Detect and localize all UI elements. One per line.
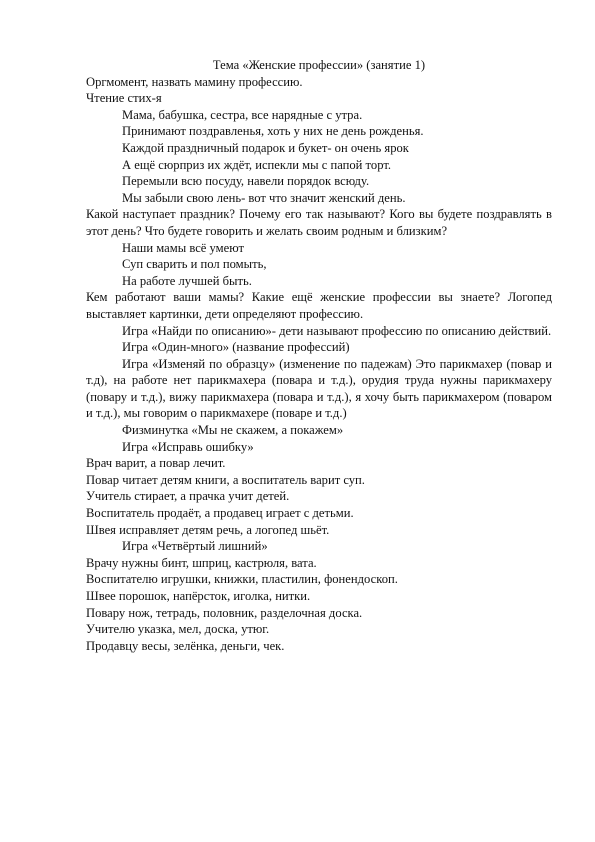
list-item: Воспитатель продаёт, а продавец играет с детьми. bbox=[86, 506, 354, 521]
poem-block bbox=[86, 107, 552, 207]
list-item: Повару нож, тетрадь, половник, разделочная доска. bbox=[86, 605, 363, 620]
list-item: Швея исправляет детям речь, а логопед шьёт. bbox=[86, 522, 330, 537]
list-item: Учитель стирает, а прачка учит детей. bbox=[86, 489, 290, 504]
poem-line: Суп сварить и пол помыть, bbox=[122, 257, 267, 272]
list-item: Врачу нужны бинт, шприц, кастрюля, вата. bbox=[86, 555, 317, 570]
document-body bbox=[86, 57, 552, 654]
poem-block bbox=[86, 240, 552, 290]
game-heading: Игра «Четвёртый лишний» bbox=[122, 539, 268, 554]
intro-line: Чтение стих-я bbox=[86, 91, 162, 106]
list-item: Воспитателю игрушки, книжки, пластилин, фонендоскоп. bbox=[86, 572, 398, 587]
question-paragraph: Кем работают ваши мамы? Какие ещё женские профессии вы знаете? Логопед выставляет картинки, дети определяют профессию. bbox=[86, 290, 552, 321]
game-heading: Игра «Один-много» (название профессий) bbox=[122, 340, 350, 355]
document-title: Тема «Женские профессии» (занятие 1) bbox=[212, 58, 426, 72]
intro-line: Оргмомент, назвать мамину профессию. bbox=[86, 74, 303, 89]
fizminutka-heading: Физминутка «Мы не скажем, а покажем» bbox=[122, 423, 344, 438]
poem-line: Принимают поздравленья, хоть у них не день рожденья. bbox=[122, 124, 424, 139]
poem-line: На работе лучшей быть. bbox=[122, 273, 252, 288]
list-item: Швее порошок, напёрсток, иголка, нитки. bbox=[86, 589, 311, 603]
game-paragraph: Игра «Найди по описанию»- дети называют профессию по описанию действий. bbox=[122, 323, 552, 338]
poem-line: А ещё сюрприз их ждёт, испекли мы с папой торт. bbox=[122, 157, 392, 172]
game-paragraph: Игра «Изменяй по образцу» (изменение по падежам) Это парикмахер (повар и т.д), на работе нет парикмахера (повара и т.д.), орудия труда нужны парикмахеру (повару и т.д.), вижу парикмахера (повара и т.д.), я хочу быть парикмахером (поваром и т.д.), мы говорим о парикмахере (поваре и т.д.) bbox=[86, 356, 552, 421]
poem-line: Перемыли всю посуду, навели порядок всюду. bbox=[122, 174, 370, 189]
question-paragraph: Какой наступает праздник? Почему его так называют? Кого вы будете поздравлять в этот день? Что будете говорить и желать своим родным и близким? bbox=[86, 207, 552, 238]
game-list bbox=[86, 555, 552, 655]
list-item: Повар читает детям книги, а воспитатель варит суп. bbox=[86, 472, 365, 487]
list-item: Врач варит, а повар лечит. bbox=[86, 456, 226, 471]
poem-line: Мы забыли свою лень- вот что значит женский день. bbox=[122, 190, 406, 205]
list-item: Продавцу весы, зелёнка, деньги, чек. bbox=[86, 638, 285, 653]
poem-line: Каждой праздничный подарок и букет- он очень ярок bbox=[122, 140, 409, 155]
list-item: Учителю указка, мел, доска, утюг. bbox=[86, 622, 270, 637]
game-list bbox=[86, 455, 552, 538]
poem-line: Мама, бабушка, сестра, все нарядные с утра. bbox=[122, 107, 363, 122]
game-heading: Игра «Исправь ошибку» bbox=[122, 439, 254, 454]
poem-line: Наши мамы всё умеют bbox=[122, 240, 244, 255]
